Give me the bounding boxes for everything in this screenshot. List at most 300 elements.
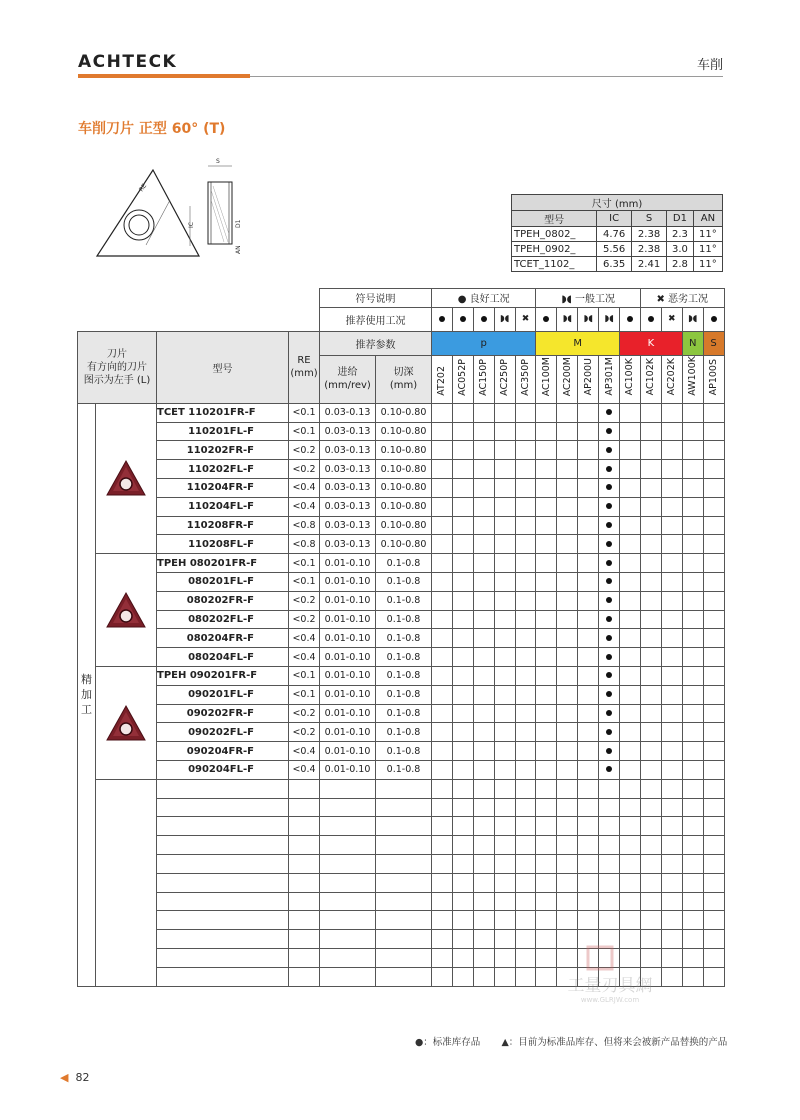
- model-cell: [157, 817, 289, 836]
- grade-cell: [494, 516, 515, 535]
- grade-cell: [432, 948, 453, 967]
- dimension-table: [511, 194, 723, 272]
- grade-AC100K: AC100K: [620, 355, 641, 403]
- depth-cell: [376, 873, 432, 892]
- grade-cell: [661, 535, 682, 554]
- grade-cell: [578, 572, 599, 591]
- stock-dot: [606, 541, 612, 547]
- grade-cell: [640, 873, 661, 892]
- grade-cell: [536, 911, 557, 930]
- grade-cell: [452, 967, 473, 986]
- stock-dot: [606, 578, 612, 584]
- grade-cell: [452, 760, 473, 779]
- dim-header-1: IC: [597, 211, 632, 227]
- grade-cell: [703, 460, 724, 479]
- grade-cell: [620, 873, 641, 892]
- grade-cell: [494, 554, 515, 573]
- empty-row: [78, 836, 725, 855]
- model-cell: [157, 798, 289, 817]
- insert-image: [96, 554, 157, 667]
- group-n: N: [682, 331, 703, 355]
- group-m: M: [536, 331, 620, 355]
- grade-cell: [703, 798, 724, 817]
- grade-cell: [494, 854, 515, 873]
- group-k: K: [620, 331, 683, 355]
- grade-cell: [661, 892, 682, 911]
- grade-cell: [703, 911, 724, 930]
- grade-cell: [452, 422, 473, 441]
- depth-cell: 0.1-0.8: [376, 760, 432, 779]
- grade-cell: [452, 742, 473, 761]
- grade-cell: [661, 460, 682, 479]
- model-cell: 080202FL-F: [157, 610, 289, 629]
- grade-cell: [703, 572, 724, 591]
- model-cell: [157, 911, 289, 930]
- grade-cell: [452, 836, 473, 855]
- grade-cell: [599, 497, 620, 516]
- grade-cell: [536, 704, 557, 723]
- footer-legend: [415, 1034, 727, 1048]
- table-row: [78, 591, 725, 610]
- grade-cell: [703, 685, 724, 704]
- grade-cell: [557, 685, 578, 704]
- grade-cell: [578, 666, 599, 685]
- re-cell: <0.4: [289, 760, 320, 779]
- model-cell: [157, 854, 289, 873]
- table-row: [78, 554, 725, 573]
- grade-cell: [452, 930, 473, 949]
- grade-cell: [536, 441, 557, 460]
- stock-dot: [606, 691, 612, 697]
- grade-cell: [620, 610, 641, 629]
- grade-cell: [473, 460, 494, 479]
- dim-cell: 11°: [693, 242, 722, 257]
- grade-cell: [494, 460, 515, 479]
- grade-cell: [682, 572, 703, 591]
- re-cell: <0.2: [289, 460, 320, 479]
- grade-cell: [515, 460, 536, 479]
- dim-cell: TPEH_0902_: [512, 242, 597, 257]
- stock-dot: [606, 447, 612, 453]
- depth-cell: [376, 892, 432, 911]
- grade-cell: [661, 441, 682, 460]
- grade-cell: [515, 704, 536, 723]
- grade-cell: [661, 873, 682, 892]
- re-cell: [289, 854, 320, 873]
- grade-cell: [452, 535, 473, 554]
- grade-cell: [578, 516, 599, 535]
- model-cell: TCET 110201FR-F: [157, 403, 289, 422]
- re-cell: <0.2: [289, 591, 320, 610]
- depth-cell: [376, 836, 432, 855]
- feed-cell: 0.03-0.13: [320, 441, 376, 460]
- feed-cell: 0.01-0.10: [320, 610, 376, 629]
- stock-dot: [606, 729, 612, 735]
- grade-cell: [578, 779, 599, 798]
- empty-row: [78, 854, 725, 873]
- empty-insert-cell: [96, 779, 157, 986]
- grade-cell: [515, 648, 536, 667]
- grade-cell: [703, 723, 724, 742]
- grade-cell: [515, 535, 536, 554]
- grade-cell: [536, 666, 557, 685]
- feed-cell: 0.01-0.10: [320, 685, 376, 704]
- grade-cell: [473, 836, 494, 855]
- grade-cell: [432, 648, 453, 667]
- dim-row: [512, 227, 723, 242]
- grade-cell: [452, 704, 473, 723]
- grade-cell: [432, 572, 453, 591]
- model-cell: [157, 779, 289, 798]
- feed-cell: [320, 911, 376, 930]
- stock-dot: [606, 766, 612, 772]
- grade-cell: [682, 779, 703, 798]
- grade-cell: [620, 403, 641, 422]
- stock-dot: [606, 409, 612, 415]
- grade-cell: [661, 478, 682, 497]
- re-cell: [289, 873, 320, 892]
- grade-cell: [682, 854, 703, 873]
- grade-cell: [536, 497, 557, 516]
- grade-cell: [703, 817, 724, 836]
- grade-cell: [557, 873, 578, 892]
- stock-dot: [606, 428, 612, 434]
- symbols-label: 符号说明: [320, 289, 432, 308]
- model-cell: 090201FL-F: [157, 685, 289, 704]
- feed-cell: 0.01-0.10: [320, 572, 376, 591]
- depth-cell: [376, 798, 432, 817]
- re-cell: <0.1: [289, 403, 320, 422]
- grade-cell: [452, 892, 473, 911]
- watermark-url: www.GLRJW.com: [580, 996, 640, 1004]
- grade-cell: [473, 779, 494, 798]
- grade-cell: [494, 760, 515, 779]
- feed-cell: [320, 930, 376, 949]
- grade-cell: [515, 742, 536, 761]
- grade-cell: [703, 497, 724, 516]
- grade-cell: [682, 930, 703, 949]
- grade-cell: [661, 911, 682, 930]
- grade-cell: [515, 873, 536, 892]
- grade-cell: [661, 836, 682, 855]
- grade-cell: [620, 535, 641, 554]
- grade-cell: [703, 554, 724, 573]
- grade-cell: [682, 554, 703, 573]
- grade-cell: [682, 760, 703, 779]
- grade-cell: [640, 685, 661, 704]
- feed-cell: 0.03-0.13: [320, 497, 376, 516]
- grade-AP200U: AP200U: [578, 355, 599, 403]
- grade-cell: [557, 648, 578, 667]
- section-title: 车削: [696, 58, 723, 73]
- grade-cell: [640, 723, 661, 742]
- grade-cell: [515, 817, 536, 836]
- grade-cell: [536, 836, 557, 855]
- re-cell: <0.4: [289, 648, 320, 667]
- grade-cell: [432, 967, 453, 986]
- grade-cell: [640, 535, 661, 554]
- re-cell: <0.2: [289, 610, 320, 629]
- grade-cell: [557, 441, 578, 460]
- grade-cell: [620, 422, 641, 441]
- dim-cell: 2.38: [632, 227, 667, 242]
- grade-cell: [432, 666, 453, 685]
- grade-cell: [557, 798, 578, 817]
- grade-cell: [536, 403, 557, 422]
- grade-cell: [578, 723, 599, 742]
- feed-cell: [320, 817, 376, 836]
- header-accent: [78, 74, 250, 78]
- grade-cell: [682, 911, 703, 930]
- dim-row: [512, 257, 723, 272]
- grade-AW100K: AW100K: [682, 355, 703, 403]
- re-cell: <0.8: [289, 535, 320, 554]
- depth-cell: 0.1-0.8: [376, 554, 432, 573]
- grade-cell: [536, 817, 557, 836]
- grade-cell: [473, 817, 494, 836]
- grade-cell: [599, 779, 620, 798]
- grade-cell: [661, 554, 682, 573]
- grade-cell: [494, 685, 515, 704]
- grade-cell: [640, 854, 661, 873]
- recommended-label: 推荐使用工况: [320, 307, 432, 331]
- grade-cell: [473, 798, 494, 817]
- grade-cell: [473, 685, 494, 704]
- page-title: 车削刀片 正型 60° (T): [78, 121, 226, 137]
- feed-cell: [320, 967, 376, 986]
- grade-cell: [473, 572, 494, 591]
- condition-AP200U: ◗◖: [578, 307, 599, 331]
- grade-cell: [578, 911, 599, 930]
- re-cell: [289, 967, 320, 986]
- grade-cell: [515, 422, 536, 441]
- grade-cell: [578, 892, 599, 911]
- re-head: RE (mm): [289, 331, 320, 403]
- grade-cell: [661, 497, 682, 516]
- grade-cell: [578, 554, 599, 573]
- grade-cell: [620, 516, 641, 535]
- grade-cell: [473, 873, 494, 892]
- depth-cell: 0.1-0.8: [376, 591, 432, 610]
- grade-cell: [536, 591, 557, 610]
- empty-row: [78, 911, 725, 930]
- grade-cell: [578, 854, 599, 873]
- grade-cell: [536, 554, 557, 573]
- grade-cell: [473, 911, 494, 930]
- model-cell: [157, 967, 289, 986]
- insert-head: 刀片 有方向的刀片 图示为左手 (L): [78, 331, 157, 403]
- feed-cell: [320, 836, 376, 855]
- watermark-text: 工量刃具網: [567, 976, 653, 996]
- grade-cell: [432, 478, 453, 497]
- grade-cell: [432, 535, 453, 554]
- grade-cell: [661, 629, 682, 648]
- stock-dot: [606, 654, 612, 660]
- table-row: [78, 723, 725, 742]
- re-cell: [289, 836, 320, 855]
- re-cell: <0.1: [289, 422, 320, 441]
- grade-cell: [515, 554, 536, 573]
- stock-dot: [606, 616, 612, 622]
- depth-cell: [376, 779, 432, 798]
- grade-cell: [473, 629, 494, 648]
- grade-cell: [473, 441, 494, 460]
- grade-cell: [620, 666, 641, 685]
- depth-cell: [376, 911, 432, 930]
- grade-cell: [599, 723, 620, 742]
- grade-cell: [703, 742, 724, 761]
- table-row: [78, 760, 725, 779]
- grade-AC250P: AC250P: [494, 355, 515, 403]
- feed-cell: 0.03-0.13: [320, 403, 376, 422]
- grade-cell: [515, 591, 536, 610]
- re-cell: <0.2: [289, 704, 320, 723]
- grade-cell: [640, 798, 661, 817]
- grade-cell: [432, 760, 453, 779]
- depth-cell: 0.1-0.8: [376, 704, 432, 723]
- grade-cell: [703, 930, 724, 949]
- stock-dot: [606, 672, 612, 678]
- grade-cell: [578, 685, 599, 704]
- legend-general: ◗◖ 一般工况: [536, 289, 640, 308]
- grade-cell: [703, 516, 724, 535]
- table-row: [78, 704, 725, 723]
- grade-cell: [473, 723, 494, 742]
- dim-cell: 11°: [693, 227, 722, 242]
- dim-cell: 2.41: [632, 257, 667, 272]
- model-cell: TPEH 080201FR-F: [157, 554, 289, 573]
- grade-cell: [578, 478, 599, 497]
- grade-cell: [599, 554, 620, 573]
- grade-cell: [452, 554, 473, 573]
- grade-cell: [620, 760, 641, 779]
- feed-cell: 0.01-0.10: [320, 591, 376, 610]
- grade-cell: [557, 460, 578, 479]
- condition-AP100S: [703, 307, 724, 331]
- brand-logo: ACHTECK: [78, 52, 178, 72]
- grade-AP100S: AP100S: [703, 355, 724, 403]
- re-cell: <0.2: [289, 441, 320, 460]
- grade-cell: [599, 403, 620, 422]
- feed-cell: 0.01-0.10: [320, 554, 376, 573]
- feed-cell: 0.01-0.10: [320, 648, 376, 667]
- grade-cell: [452, 478, 473, 497]
- grade-cell: [452, 403, 473, 422]
- grade-cell: [682, 648, 703, 667]
- grade-cell: [557, 572, 578, 591]
- grade-cell: [682, 478, 703, 497]
- model-cell: 090202FR-F: [157, 704, 289, 723]
- grade-cell: [578, 760, 599, 779]
- grade-cell: [578, 629, 599, 648]
- empty-row: [78, 817, 725, 836]
- grade-cell: [682, 873, 703, 892]
- grade-cell: [661, 854, 682, 873]
- grade-cell: [682, 798, 703, 817]
- grade-cell: [494, 666, 515, 685]
- grade-cell: [661, 685, 682, 704]
- grade-cell: [661, 704, 682, 723]
- table-row: [78, 629, 725, 648]
- grade-cell: [515, 930, 536, 949]
- stock-dot: [606, 748, 612, 754]
- condition-AW100K: ◗◖: [682, 307, 703, 331]
- grade-cell: [661, 742, 682, 761]
- grade-cell: [494, 497, 515, 516]
- grade-cell: [494, 742, 515, 761]
- grade-cell: [432, 516, 453, 535]
- table-row: [78, 685, 725, 704]
- re-cell: <0.1: [289, 554, 320, 573]
- grade-cell: [703, 892, 724, 911]
- grade-cell: [599, 685, 620, 704]
- grade-cell: [557, 516, 578, 535]
- grade-cell: [515, 779, 536, 798]
- grade-cell: [432, 854, 453, 873]
- condition-AC200M: ◗◖: [557, 307, 578, 331]
- grade-cell: [661, 779, 682, 798]
- model-cell: 080204FL-F: [157, 648, 289, 667]
- grade-cell: [578, 704, 599, 723]
- grade-cell: [473, 403, 494, 422]
- grade-cell: [620, 704, 641, 723]
- table-row: [78, 742, 725, 761]
- re-cell: [289, 779, 320, 798]
- grade-cell: [452, 854, 473, 873]
- depth-cell: 0.1-0.8: [376, 685, 432, 704]
- dim-cell: 6.35: [597, 257, 632, 272]
- grade-cell: [473, 967, 494, 986]
- grade-cell: [473, 666, 494, 685]
- group-p: p: [432, 331, 536, 355]
- grade-cell: [432, 930, 453, 949]
- grade-cell: [452, 497, 473, 516]
- grade-cell: [640, 648, 661, 667]
- grade-cell: [515, 629, 536, 648]
- grade-cell: [432, 873, 453, 892]
- grade-cell: [432, 892, 453, 911]
- grade-cell: [703, 403, 724, 422]
- grade-cell: [494, 967, 515, 986]
- grade-cell: [682, 892, 703, 911]
- grade-cell: [620, 554, 641, 573]
- grade-cell: [682, 497, 703, 516]
- re-cell: <0.4: [289, 742, 320, 761]
- model-cell: [157, 836, 289, 855]
- grade-cell: [473, 535, 494, 554]
- grade-cell: [432, 591, 453, 610]
- grade-cell: [703, 666, 724, 685]
- table-row: [78, 497, 725, 516]
- grade-cell: [494, 629, 515, 648]
- grade-cell: [640, 704, 661, 723]
- grade-table: [77, 288, 725, 987]
- re-cell: <0.1: [289, 685, 320, 704]
- grade-cell: [703, 704, 724, 723]
- grade-cell: [661, 760, 682, 779]
- grade-cell: [557, 742, 578, 761]
- grade-cell: [620, 798, 641, 817]
- model-cell: 080201FL-F: [157, 572, 289, 591]
- grade-cell: [452, 591, 473, 610]
- grade-AC202K: AC202K: [661, 355, 682, 403]
- model-cell: 110202FR-F: [157, 441, 289, 460]
- grade-cell: [599, 535, 620, 554]
- grade-cell: [432, 497, 453, 516]
- grade-cell: [599, 873, 620, 892]
- model-cell: TPEH 090201FR-F: [157, 666, 289, 685]
- grade-cell: [599, 629, 620, 648]
